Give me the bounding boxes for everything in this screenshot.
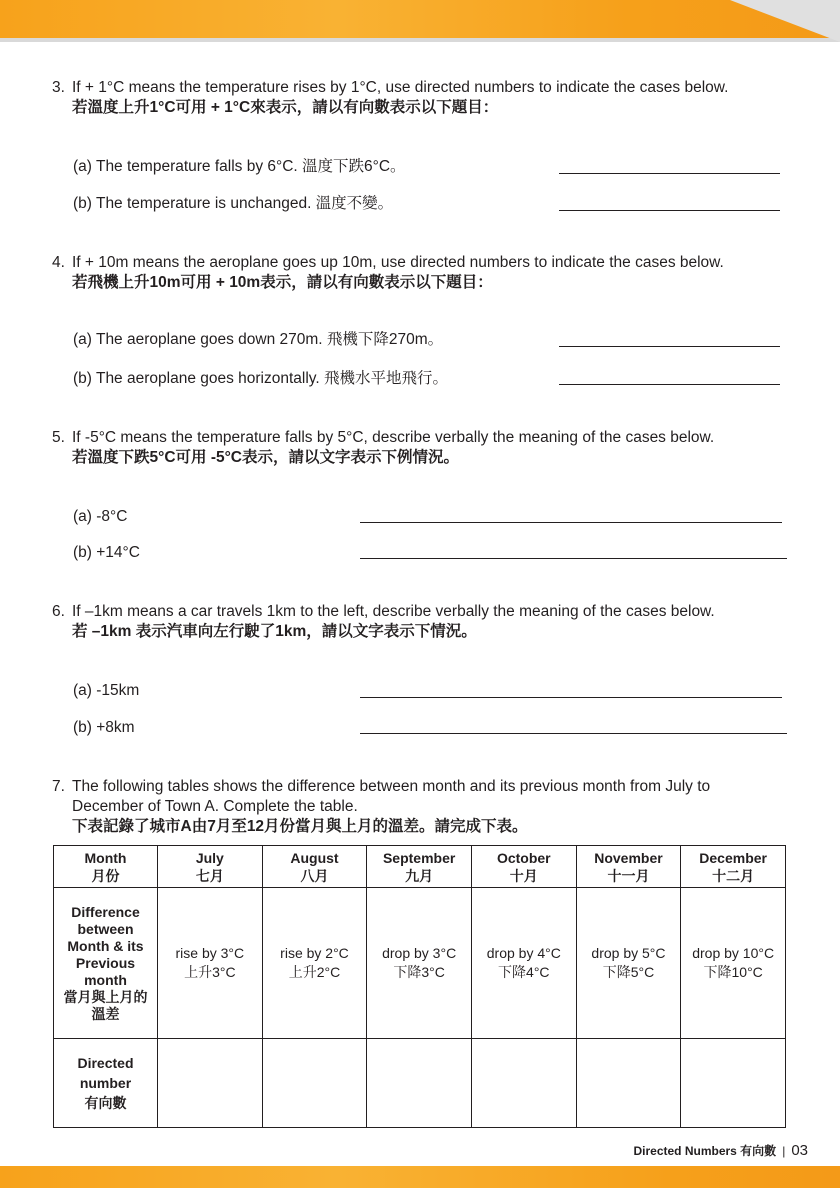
- question-4: [52, 253, 792, 293]
- cell-december-difference: drop by 10°C 下降10°C: [681, 888, 786, 1039]
- header-september: September 九月: [367, 846, 472, 888]
- row-head-difference: Difference between Month & its Previous month 當月與上月的 溫差: [54, 888, 158, 1039]
- question-number: 7.: [52, 778, 65, 795]
- question-text-en-line2: December of Town A. Complete the table.: [72, 798, 358, 815]
- footer-separator: |: [782, 1144, 786, 1158]
- question-6a: (a) -15km: [73, 682, 140, 699]
- question-number: 5.: [52, 429, 65, 446]
- answer-line-4b[interactable]: [559, 384, 780, 385]
- question-text-en: If + 1°C means the temperature rises by 1°C, use directed numbers to indicate the cases below.: [72, 79, 729, 96]
- question-number: 3.: [52, 79, 65, 96]
- answer-line-3b[interactable]: [559, 210, 780, 211]
- answer-cell-december[interactable]: [681, 1039, 786, 1128]
- answer-line-4a[interactable]: [559, 346, 780, 347]
- answer-cell-november[interactable]: [576, 1039, 681, 1128]
- question-5a: (a) -8°C: [73, 508, 128, 525]
- cell-july-difference: rise by 3°C 上升3°C: [158, 888, 263, 1039]
- page-footer: [633, 1142, 808, 1159]
- answer-line-5b[interactable]: [360, 558, 787, 559]
- top-right-wedge: [730, 0, 840, 42]
- answer-line-5a[interactable]: [360, 522, 782, 523]
- question-number: 6.: [52, 603, 65, 620]
- question-5b: (b) +14°C: [73, 544, 140, 561]
- answer-line-6b[interactable]: [360, 733, 787, 734]
- header-october: October 十月: [471, 846, 576, 888]
- question-text-zh: 下表記錄了城市A由7月至12月份當月與上月的溫差。請完成下表。: [72, 818, 528, 835]
- question-5: [52, 428, 792, 468]
- cell-october-difference: drop by 4°C 下降4°C: [471, 888, 576, 1039]
- header-november: November 十一月: [576, 846, 681, 888]
- cell-september-difference: drop by 3°C 下降3°C: [367, 888, 472, 1039]
- question-text-en-line1: The following tables shows the difference between month and its previous month from July to: [72, 778, 711, 795]
- question-text-zh: 若 –1km 表示汽車向左行駛了1km，請以文字表示下情況。: [72, 623, 477, 640]
- question-text-en: If + 10m means the aeroplane goes up 10m, use directed numbers to indicate the cases below.: [72, 254, 724, 271]
- question-3: [52, 78, 792, 118]
- header-month: Month 月份: [54, 846, 158, 888]
- answer-cell-july[interactable]: [158, 1039, 263, 1128]
- question-3b: (b) The temperature is unchanged. 溫度不變。: [73, 195, 394, 212]
- row-head-directed-number: Directed number 有向數: [54, 1039, 158, 1128]
- question-6: [52, 602, 792, 642]
- question-text-zh: 若溫度上升1°C可用 + 1°C來表示，請以有向數表示以下題目：: [72, 99, 499, 116]
- table-row-directed-number: [54, 1039, 786, 1128]
- cell-august-difference: rise by 2°C 上升2°C: [262, 888, 367, 1039]
- table-header-row: [54, 846, 786, 888]
- header-december: December 十二月: [681, 846, 786, 888]
- question-text-en: If –1km means a car travels 1km to the left, describe verbally the meaning of the cases below.: [72, 603, 715, 620]
- answer-line-6a[interactable]: [360, 697, 782, 698]
- header-july: July 七月: [158, 846, 263, 888]
- question-4b: (b) The aeroplane goes horizontally. 飛機水平地飛行。: [73, 370, 449, 387]
- temperature-difference-table: [53, 845, 786, 1128]
- answer-line-3a[interactable]: [559, 173, 780, 174]
- question-text-en: If -5°C means the temperature falls by 5°C, describe verbally the meaning of the cases below.: [72, 429, 715, 446]
- question-3a: (a) The temperature falls by 6°C. 溫度下跌6°C。: [73, 158, 406, 175]
- header-august: August 八月: [262, 846, 367, 888]
- answer-cell-october[interactable]: [471, 1039, 576, 1128]
- top-decorative-band: [0, 0, 840, 42]
- answer-cell-september[interactable]: [367, 1039, 472, 1128]
- question-text-zh: 若溫度下跌5°C可用 -5°C表示，請以文字表示下例情況。: [72, 449, 459, 466]
- question-number: 4.: [52, 254, 65, 271]
- answer-cell-august[interactable]: [262, 1039, 367, 1128]
- question-6b: (b) +8km: [73, 719, 135, 736]
- cell-november-difference: drop by 5°C 下降5°C: [576, 888, 681, 1039]
- footer-title: Directed Numbers 有向數: [633, 1144, 777, 1158]
- table-row-difference: [54, 888, 786, 1039]
- page-number: 03: [791, 1142, 808, 1159]
- bottom-decorative-band: [0, 1166, 840, 1188]
- question-4a: (a) The aeroplane goes down 270m. 飛機下降270m。: [73, 331, 444, 348]
- question-text-zh: 若飛機上升10m可用 + 10m表示，請以有向數表示以下題目：: [72, 274, 493, 291]
- question-7: [52, 777, 792, 837]
